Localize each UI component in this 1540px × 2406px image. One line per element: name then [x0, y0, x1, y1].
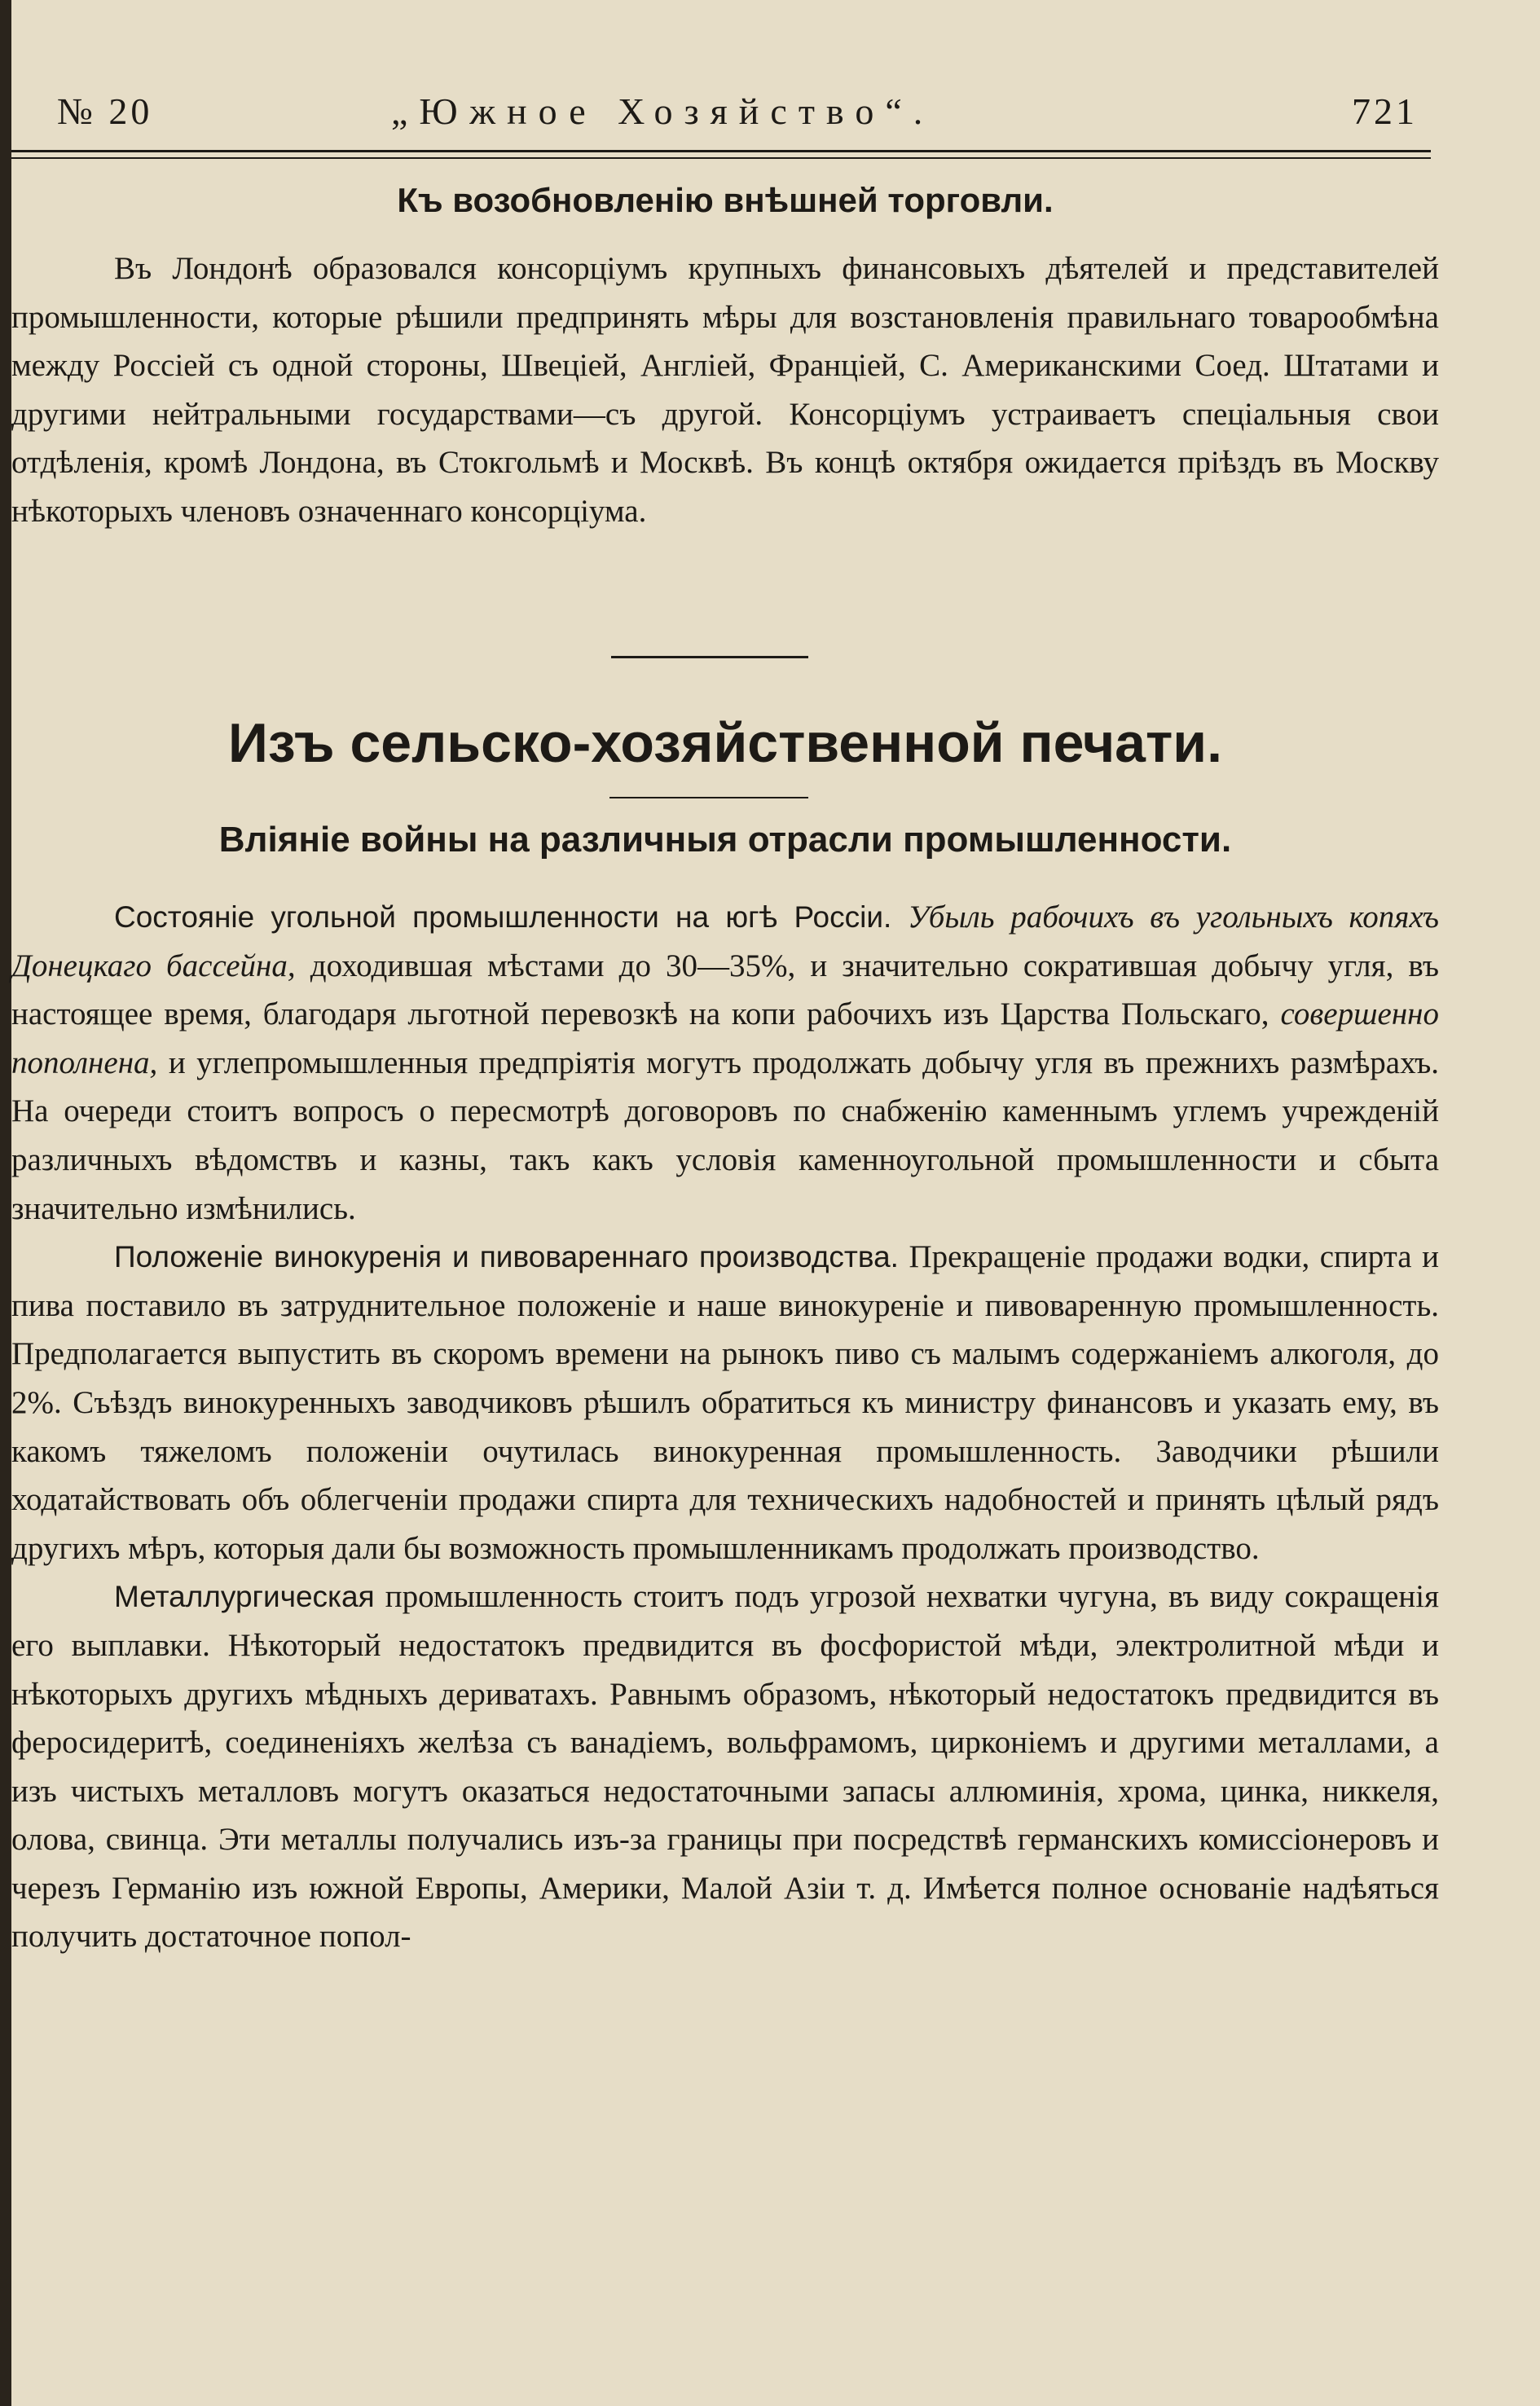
paragraph-coal	[11, 893, 1439, 1233]
running-header	[57, 90, 1426, 147]
journal-title: „Южное Хозяйство“.	[391, 90, 935, 132]
paragraph-text: промышленность стоитъ подъ угрозой нехватки чугуна, въ виду сокращенія его выплавки. Нѣкоторый недостатокъ предвидится въ фосфористой мѣди, электролитной мѣди и нѣкоторыхъ другихъ мѣдныхъ дериватахъ. Равнымъ образомъ, нѣкоторый недостатокъ предвидится въ феросидеритѣ, соединеніяхъ желѣза съ ванадіемъ, вольфрамомъ, цирконіемъ и другими металлами, а изъ чистыхъ металловъ могутъ оказаться недостаточными запасы аллюминія, хрома, цинка, никкеля, олова, свинца. Эти металлы получались изъ-за границы при посредствѣ германскихъ комиссіонеровъ и черезъ Германію изъ южной Европы, Америки, Малой Азіи т. д. Имѣется полное основаніе надѣяться получить достаточное попол-	[11, 1579, 1440, 1955]
section-agri-press	[11, 711, 1439, 775]
article-text: Въ Лондонѣ образовался консорціумъ крупныхъ финансовыхъ дѣятелей и представителей промышленности, которые рѣшили предпринять мѣры для возстановленія правильнаго товарообмѣна между Россіей съ одной стороны, Швеціей, Англіей, Франціей, С. Американскими Соед. Штатами и другими нейтральными государствами—съ другой. Консорціумъ устраиваетъ спеціальныя свои отдѣленія, кромѣ Лондона, въ Стокгольмѣ и Москвѣ. Въ концѣ октября ожидается пріѣздъ въ Москву нѣкоторыхъ членовъ означеннаго консорціума.	[11, 251, 1439, 529]
paragraph-italic: совершенно пополнена,	[11, 996, 1440, 1080]
paragraph-text: доходившая мѣстами до 30—35%, и значительно сократившая добычу угля, въ настоящее время, благодаря льготной перевозкѣ на копи рабочихъ изъ Царства Польскаго,	[11, 948, 1439, 1032]
section-subtitle-block	[11, 820, 1439, 860]
paragraph-lead: Состояніе угольной промышленности на югѣ Россіи.	[114, 900, 892, 934]
page-number: 721	[1352, 90, 1418, 132]
article-foreign-trade	[11, 181, 1439, 536]
paragraph-metallurgy	[11, 1572, 1439, 1961]
paragraph-lead: Металлургическая	[114, 1580, 375, 1614]
paragraph-italic: Убыль рабочихъ въ угольныхъ копяхъ Донецкаго бассейна,	[11, 900, 1440, 983]
page-gutter	[0, 0, 11, 2406]
paragraph-text: и углепромышленныя предпріятія могутъ продолжать добычу угля въ прежнихъ размѣрахъ. На очереди стоитъ вопросъ о пересмотрѣ договоровъ по снабженію каменнымъ углемъ учрежденій различныхъ вѣдомствъ и казны, такъ какъ условія каменноугольной промышленности и сбыта значительно измѣнились.	[11, 1045, 1440, 1226]
paragraph-distilling	[11, 1233, 1439, 1572]
section-subtitle: Вліяніе войны на различныя отрасли промышленности.	[218, 820, 1232, 860]
header-rule-top	[11, 150, 1431, 152]
issue-number: № 20	[57, 90, 153, 132]
section-title: Изъ сельско-хозяйственной печати.	[228, 712, 1222, 774]
title-underline	[609, 797, 808, 798]
section-divider	[611, 656, 808, 658]
article-title: Къ возобновленію внѣшней торговли.	[397, 181, 1054, 219]
paragraph-text: Прекращеніе продажи водки, спирта и пива поставило въ затруднительное положеніе и наше винокуреніе и пивоваренную промышленность. Предполагается выпустить въ скоромъ времени на рынокъ пиво съ малымъ содержаніемъ алкоголя, до 2%. Съѣздъ винокуренныхъ заводчиковъ рѣшилъ обратиться къ министру финансовъ и указать ему, въ какомъ тяжеломъ положеніи очутилась винокуренная промышленность. Заводчики рѣшили ходатайствовать объ облегченіи продажи спирта для техническихъ надобностей и принять цѣлый рядъ другихъ мѣръ, которыя дали бы возможность промышленникамъ продолжать производство.	[11, 1239, 1439, 1566]
paragraph-lead: Положеніе винокуренія и пивовареннаго производства.	[114, 1240, 899, 1274]
header-rule-bottom	[11, 157, 1431, 159]
section-paragraphs	[11, 893, 1439, 1961]
